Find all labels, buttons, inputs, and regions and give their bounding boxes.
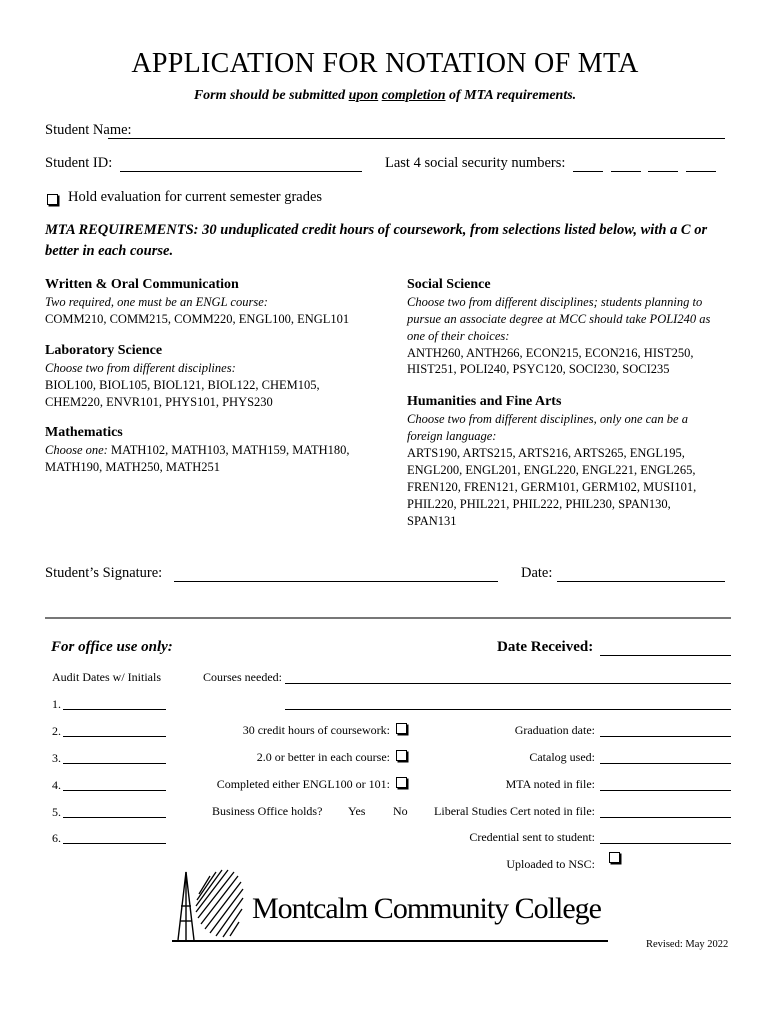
written-courses: COMM210, COMM215, COMM220, ENGL100, ENGL101 xyxy=(45,312,350,326)
audit-row-number: 6. xyxy=(52,831,61,845)
audit-date-field-4[interactable] xyxy=(63,790,166,791)
humanities-courses-5: SPAN131 xyxy=(407,514,457,528)
subtitle-part2: of MTA requirements. xyxy=(445,88,577,103)
math-courses-2: MATH190, MATH250, MATH251 xyxy=(45,460,221,474)
math-line-1 xyxy=(45,442,350,460)
audit-row-number: 2. xyxy=(52,724,61,738)
written-heading: Written & Oral Communication xyxy=(45,277,239,292)
social-note-1: Choose two from different disciplines; students planning to xyxy=(407,295,703,309)
courses-needed-line-2[interactable] xyxy=(285,709,731,710)
liberal-studies-label: Liberal Studies Cert noted in file: xyxy=(434,804,595,818)
catalog-label: Catalog used: xyxy=(529,750,595,764)
office-use-heading: For office use only: xyxy=(51,639,173,655)
audit-date-field-3[interactable] xyxy=(63,763,166,764)
graduation-label: Graduation date: xyxy=(514,723,595,737)
audit-date-field-5[interactable] xyxy=(63,817,166,818)
ssn-digit-1-field[interactable] xyxy=(573,171,603,172)
humanities-courses-4: PHIL220, PHIL221, PHIL222, PHIL230, SPAN130, xyxy=(407,497,671,511)
social-courses-1: ANTH260, ANTH266, ECON215, ECON216, HIST250, xyxy=(407,346,694,360)
humanities-note-1: Choose two from different disciplines, only one can be a xyxy=(407,412,688,426)
subtitle-upon: upon xyxy=(348,88,379,103)
student-name-field[interactable] xyxy=(108,138,725,139)
page-title: APPLICATION FOR NOTATION OF MTA xyxy=(131,48,639,79)
college-name: Montcalm Community College xyxy=(252,892,601,925)
lab-courses-2: CHEM220, ENVR101, PHYS101, PHYS230 xyxy=(45,395,273,409)
courses-needed-label: Courses needed: xyxy=(203,670,282,684)
credential-field[interactable] xyxy=(600,843,731,844)
credit-hours-label: 30 credit hours of coursework: xyxy=(242,723,390,737)
business-no-option[interactable]: No xyxy=(393,804,408,818)
student-id-label: Student ID: xyxy=(45,155,113,171)
page-subtitle xyxy=(0,88,770,104)
mta-requirements-text: MTA REQUIREMENTS: 30 unduplicated credit hours of coursework, from selections listed below, with a C or better in each course. xyxy=(45,222,708,259)
student-id-field[interactable] xyxy=(120,171,362,172)
date-label: Date: xyxy=(521,565,553,581)
date-received-field[interactable] xyxy=(600,655,731,656)
nsc-label: Uploaded to NSC: xyxy=(506,857,595,871)
social-note-3: one of their choices: xyxy=(407,329,510,343)
humanities-courses-1: ARTS190, ARTS215, ARTS216, ARTS265, ENGL195, xyxy=(407,446,685,460)
social-heading: Social Science xyxy=(407,277,491,292)
humanities-courses-3: FREN120, FREN121, GERM101, GERM102, MUSI101, xyxy=(407,480,697,494)
math-courses-1: MATH102, MATH103, MATH159, MATH180, xyxy=(107,443,350,457)
credential-label: Credential sent to student: xyxy=(469,830,595,844)
audit-row-number: 3. xyxy=(52,751,61,765)
audit-dates-label: Audit Dates w/ Initials xyxy=(52,670,161,684)
lab-courses-1: BIOL100, BIOL105, BIOL121, BIOL122, CHEM105, xyxy=(45,378,320,392)
math-note: Choose one: xyxy=(45,443,108,457)
business-office-label: Business Office holds? xyxy=(212,804,323,818)
written-note: Two required, one must be an ENGL course: xyxy=(45,295,268,309)
ssn-digit-2-field[interactable] xyxy=(611,171,641,172)
hold-evaluation-checkbox[interactable] xyxy=(47,192,58,210)
social-courses-2: HIST251, POLI240, PSYC120, SOCI230, SOCI235 xyxy=(407,362,670,376)
courses-needed-line-1[interactable] xyxy=(285,683,731,684)
audit-row-number: 4. xyxy=(52,778,61,792)
audit-date-field-1[interactable] xyxy=(63,709,166,710)
section-divider xyxy=(45,617,731,619)
audit-row-number: 5. xyxy=(52,805,61,819)
signature-label: Student’s Signature: xyxy=(45,565,163,581)
subtitle-completion: completion xyxy=(381,88,446,103)
humanities-heading: Humanities and Fine Arts xyxy=(407,394,562,409)
business-yes-option[interactable]: Yes xyxy=(348,804,366,818)
lab-note: Choose two from different disciplines: xyxy=(45,361,236,375)
graduation-field[interactable] xyxy=(600,736,731,737)
humanities-courses-2: ENGL200, ENGL201, ENGL220, ENGL221, ENGL265, xyxy=(407,463,696,477)
liberal-studies-field[interactable] xyxy=(600,817,731,818)
revised-date: Revised: May 2022 xyxy=(646,939,729,950)
date-field[interactable] xyxy=(557,581,725,582)
lab-heading: Laboratory Science xyxy=(45,343,163,358)
audit-date-field-6[interactable] xyxy=(63,843,166,844)
audit-date-field-2[interactable] xyxy=(63,736,166,737)
engl-label: Completed either ENGL100 or 101: xyxy=(216,777,390,791)
ssn-label: Last 4 social security numbers: xyxy=(385,155,566,171)
signature-field[interactable] xyxy=(174,581,498,582)
audit-row-number: 1. xyxy=(52,697,61,711)
catalog-field[interactable] xyxy=(600,763,731,764)
mta-noted-label: MTA noted in file: xyxy=(505,777,595,791)
math-heading: Mathematics xyxy=(45,425,123,440)
date-received-label: Date Received: xyxy=(497,639,594,655)
gpa-label: 2.0 or better in each course: xyxy=(256,750,390,764)
mta-noted-field[interactable] xyxy=(600,790,731,791)
humanities-note-2: foreign language: xyxy=(407,429,497,443)
subtitle-part1: Form should be submitted xyxy=(193,88,349,103)
ssn-digit-4-field[interactable] xyxy=(686,171,716,172)
student-name-label: Student Name: xyxy=(45,122,132,138)
ssn-digit-3-field[interactable] xyxy=(648,171,678,172)
hold-evaluation-label: Hold evaluation for current semester grades xyxy=(68,189,323,205)
social-note-2: pursue an associate degree at MCC should take POLI240 as xyxy=(407,312,711,326)
